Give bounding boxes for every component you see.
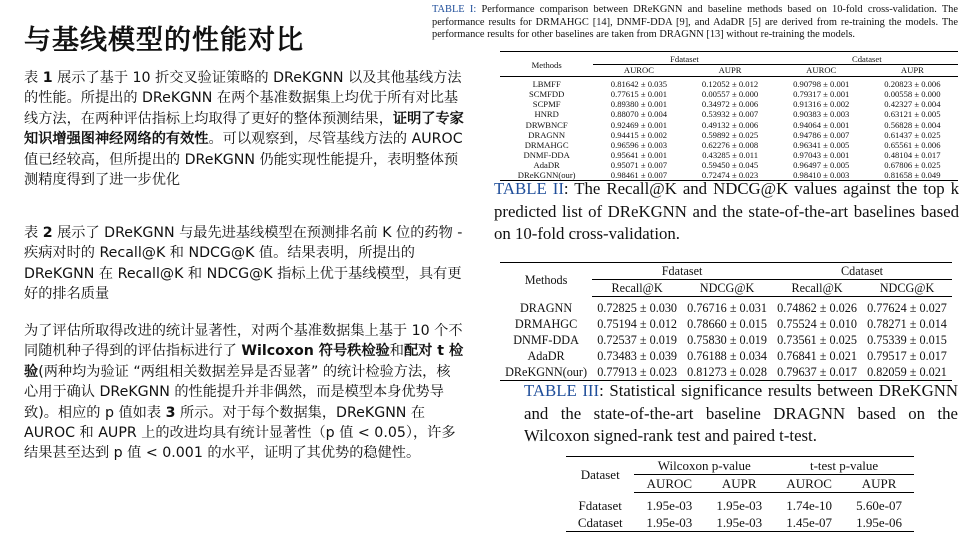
table1-row (500, 99, 958, 109)
table2-cell: 0.76188 ± 0.034 (687, 349, 767, 363)
table2-cell: 0.74862 ± 0.026 (777, 301, 857, 315)
table1-row (500, 150, 958, 160)
table1-cell: 0.95641 ± 0.001 (610, 149, 668, 160)
table3-cell: 1.95e-03 (646, 515, 693, 530)
table2-cell: 0.76841 ± 0.021 (777, 349, 857, 363)
table1-row-label: AdaDR (533, 159, 560, 170)
bold-text: Wilcoxon 符号秩检验 (241, 343, 390, 360)
table1-cell: 0.77615 ± 0.001 (610, 89, 668, 100)
table1-cell: 0.42327 ± 0.004 (884, 99, 941, 110)
table1-row (500, 89, 958, 99)
table2-cell: 0.75524 ± 0.010 (777, 317, 857, 331)
table1-cell: 0.97043 ± 0.001 (793, 149, 850, 160)
table2-row (500, 348, 952, 364)
table1-cell: 0.00558 ± 0.000 (884, 89, 941, 100)
table1-cell: 0.34972 ± 0.006 (701, 99, 759, 110)
bold-text: 配对 t 检验 (24, 343, 464, 380)
table2-cell: 0.73483 ± 0.039 (597, 349, 678, 363)
table1-cell: 0.88070 ± 0.004 (610, 109, 668, 120)
table2-cell: 0.82059 ± 0.021 (867, 365, 947, 379)
table1-row-label: DRMAHGC (524, 139, 569, 150)
table3-subcol: AUPR (844, 475, 914, 493)
table2-row (500, 316, 952, 332)
table2-cell: 0.73561 ± 0.025 (777, 333, 857, 347)
table2-cell: 0.76716 ± 0.031 (687, 301, 767, 315)
table1-caption (432, 4, 958, 42)
table1-cell: 0.96596 ± 0.003 (610, 139, 668, 150)
bold-text: 1 (42, 70, 53, 86)
table2-cell: 0.72537 ± 0.019 (597, 333, 678, 347)
table1-cell: 0.90383 ± 0.003 (793, 109, 850, 120)
table1-cell: 0.20823 ± 0.006 (867, 77, 958, 90)
table3-group-wilcoxon: Wilcoxon p-value (634, 457, 774, 475)
table1-row-label: SCPMF (532, 99, 561, 110)
table1-row-label: DRWBNCF (525, 119, 568, 130)
table2-cell: 0.77913 ± 0.023 (597, 365, 678, 379)
table1-subcol: AUPR (867, 65, 958, 77)
bold-text: 3 (165, 404, 176, 421)
table1-row-label: LBMFF (500, 77, 593, 90)
table2-row-label: DRMAHGC (514, 317, 578, 331)
table2-cell: 0.78271 ± 0.014 (867, 317, 947, 331)
table1-cell: 0.63121 ± 0.005 (884, 109, 941, 120)
table1-cell: 0.53932 ± 0.007 (701, 109, 759, 120)
table2-cell: 0.75339 ± 0.015 (867, 333, 947, 347)
table1-methods-header: Methods (531, 60, 562, 71)
table2-row-label: DNMF-DDA (513, 333, 579, 347)
table2-subcol: NDCG@K (682, 280, 772, 297)
table1-row (500, 120, 958, 130)
table1-cell: 0.59450 ± 0.045 (701, 159, 759, 170)
table1-row-label: HNRD (534, 109, 559, 120)
table1-cell: 0.81658 ± 0.049 (884, 170, 941, 181)
table1-cell: 0.91316 ± 0.002 (793, 99, 850, 110)
table3-cell: 1.95e-06 (856, 515, 902, 530)
table1-cell: 0.72474 ± 0.023 (701, 170, 759, 181)
table2-label: TABLE II (494, 179, 564, 198)
table1-cell: 0.89380 ± 0.001 (610, 99, 668, 110)
paragraph-text: 表 (24, 225, 43, 241)
paragraph-text: (两种均为验证 “两组相关数据差异是否显著” 的统计检验方法，核心用于确认 DReKGNN 的性能提升并非偶然，而是模型本身优势导致)。相应的 p 值如表 (24, 363, 451, 421)
table3-cell: 5.60e-07 (856, 498, 902, 513)
table1-cell: 0.94064 ± 0.001 (793, 119, 850, 130)
table1-row-label: DNMF-DDA (523, 149, 570, 160)
table1-row (500, 130, 958, 140)
table1-cell: 0.96497 ± 0.005 (793, 159, 850, 170)
table1-cell: 0.81642 ± 0.035 (593, 77, 684, 90)
table1-cell: 0.43285 ± 0.011 (702, 149, 759, 160)
paragraph-table1-summary (24, 68, 464, 190)
table2-group-cdataset: Cdataset (772, 263, 952, 280)
paragraph-text: 展示了基于 10 折交叉验证策略的 DReKGNN 以及其他基线方法的性能。所提出的 DReKGNN 在两个基准数据集上均优于所有对比基线方法，在两种评估指标上均取得了更好的整体预测结果， (24, 70, 462, 127)
table1-row (500, 160, 958, 170)
table1-row (500, 140, 958, 150)
table3-cell: 1.95e-03 (716, 498, 763, 513)
table2-subcol: Recall@K (772, 280, 862, 297)
table3-dataset-header: Dataset (580, 467, 620, 483)
bold-text: 2 (42, 225, 53, 241)
table1-caption-text: Performance comparison between DReKGNN and baseline methods based on 10-fold cross-validation. The performance results for DRMAHGC [14], DNMF-DDA [9], and AdaDR [5] are derived from re-training the models. The performance results for other baselines are taken from DRAGNN [13] without re-training the models. (432, 4, 958, 41)
table1-subcol: AUPR (684, 65, 775, 77)
table2-cell: 0.81273 ± 0.028 (687, 365, 767, 379)
table3-subcol: AUROC (634, 475, 704, 493)
table1-cell: 0.95071 ± 0.007 (610, 159, 668, 170)
table2-row-label: DReKGNN(our) (505, 365, 588, 379)
table1-performance-comparison (500, 51, 958, 181)
table1-row (500, 109, 958, 119)
table3-cell: 1.74e-10 (786, 498, 833, 513)
table1-row-label: SCMFDD (528, 89, 565, 100)
table2-cell: 0.79517 ± 0.017 (867, 349, 947, 363)
table1-row-label: DReKGNN(our) (517, 170, 576, 181)
table1-cell: 0.67806 ± 0.025 (884, 159, 941, 170)
table1-cell: 0.65561 ± 0.006 (884, 139, 941, 150)
table3-caption-text: : Statistical significance results between DReKGNN and the state-of-the-art baseline DRAGNN based on the Wilcoxon signed-rank test and paired t-test. (524, 381, 958, 445)
table1-cell: 0.79317 ± 0.001 (793, 89, 850, 100)
slide-title: 与基线模型的性能对比 (24, 25, 304, 56)
table3-caption (524, 380, 958, 448)
paragraph-text: 和 (389, 343, 404, 360)
table1-row-label: DRAGNN (528, 129, 566, 140)
table1-label: TABLE I: (432, 4, 477, 15)
table2-row-label: DRAGNN (520, 300, 573, 315)
table3-row (566, 514, 914, 532)
table1-cell: 0.59892 ± 0.025 (701, 129, 759, 140)
table3-row-label: Fdataset (578, 497, 622, 513)
table3-group-ttest: t-test p-value (774, 457, 914, 475)
table2-caption-text: : The Recall@K and NDCG@K values against the top k predicted list of DReKGNN and the state-of-the-art baselines based on 10-fold cross-validation. (494, 179, 960, 243)
table3-significance (566, 456, 914, 532)
paragraph-table3-summary (24, 321, 464, 464)
table2-cell: 0.79637 ± 0.017 (777, 365, 857, 379)
table2-cell: 0.75194 ± 0.012 (597, 317, 678, 331)
table1-cell: 0.12052 ± 0.012 (684, 77, 775, 90)
paragraph-text: 表 (24, 70, 43, 86)
table1-cell: 0.56828 ± 0.004 (884, 119, 941, 130)
paragraph-text: 展示了 DReKGNN 与最先进基线模型在预测排名前 K 位的药物 - 疾病对时的 Recall@K 和 NDCG@K 值。结果表明，所提出的 DReKGNN 在 Recall@K 和 NDCG@K 指标上优于基线模型，具有更好的排名质量 (24, 225, 463, 303)
table1-cell: 0.94415 ± 0.002 (610, 129, 668, 140)
table2-subcol: Recall@K (592, 280, 682, 297)
table1-cell: 0.62276 ± 0.008 (701, 139, 759, 150)
table1-cell: 0.98410 ± 0.003 (793, 170, 850, 181)
table1-cell: 0.98461 ± 0.007 (610, 170, 668, 181)
table2-group-fdataset: Fdataset (592, 263, 772, 280)
table2-row (500, 332, 952, 348)
table1-group-cdataset: Cdataset (776, 52, 958, 65)
table3-row (566, 493, 914, 515)
table3-row-label: Cdataset (577, 515, 623, 530)
table1-cell: 0.48104 ± 0.017 (884, 149, 941, 160)
table2-cell: 0.77624 ± 0.027 (867, 301, 947, 315)
table3-subcol: AUPR (704, 475, 774, 493)
table3-label: TABLE III (524, 381, 600, 400)
table2-recall-ndcg (500, 262, 952, 381)
table2-methods-header: Methods (524, 272, 568, 287)
table1-group-fdataset: Fdataset (593, 52, 775, 65)
table1-cell: 0.90798 ± 0.001 (776, 77, 867, 90)
table3-cell: 1.45e-07 (786, 515, 833, 530)
table2-cell: 0.72825 ± 0.030 (597, 301, 678, 315)
table1-row (500, 77, 958, 90)
table2-row-label: AdaDR (527, 349, 565, 363)
paragraph-text: 所示。对于每个数据集，DReKGNN 在 AUROC 和 AUPR 上的改进均具有统计显著性（p 值 < 0.05），许多结果甚至达到 p 值 < 0.001 的水平，证明了其优势的稳健性。 (24, 404, 456, 462)
table2-subcol: NDCG@K (862, 280, 952, 297)
table1-cell: 0.96341 ± 0.005 (793, 139, 850, 150)
table2-row (500, 297, 952, 317)
paragraph-table2-summary (24, 223, 464, 305)
table2-cell: 0.78660 ± 0.015 (687, 317, 767, 331)
table2-caption (494, 178, 959, 246)
table1-cell: 0.61437 ± 0.025 (884, 129, 941, 140)
table3-subcol: AUROC (774, 475, 844, 493)
table1-subcol: AUROC (593, 65, 684, 77)
table3-cell: 1.95e-03 (646, 498, 693, 513)
paragraph-text: 。可以观察到，尽管基线方法的 AUROC 值已经较高，但所提出的 DReKGNN 仍能实现性能提升，表明整体预测精度得到了进一步优化 (24, 131, 463, 189)
table2-row (500, 364, 952, 381)
table1-cell: 0.94786 ± 0.007 (793, 129, 850, 140)
table1-subcol: AUROC (776, 65, 867, 77)
table3-cell: 1.95e-03 (716, 515, 763, 530)
table1-cell: 0.49132 ± 0.006 (701, 119, 759, 130)
table1-cell: 0.00557 ± 0.000 (701, 89, 759, 100)
table2-cell: 0.75830 ± 0.019 (687, 333, 767, 347)
table1-cell: 0.92469 ± 0.001 (610, 119, 668, 130)
paragraph-text: 为了评估所取得改进的统计显著性，对两个基准数据集上基于 10 个不同随机种子得到的评估指标进行了 (24, 323, 463, 360)
bold-text: 证明了专家知识增强图神经网络的有效性 (24, 110, 464, 148)
